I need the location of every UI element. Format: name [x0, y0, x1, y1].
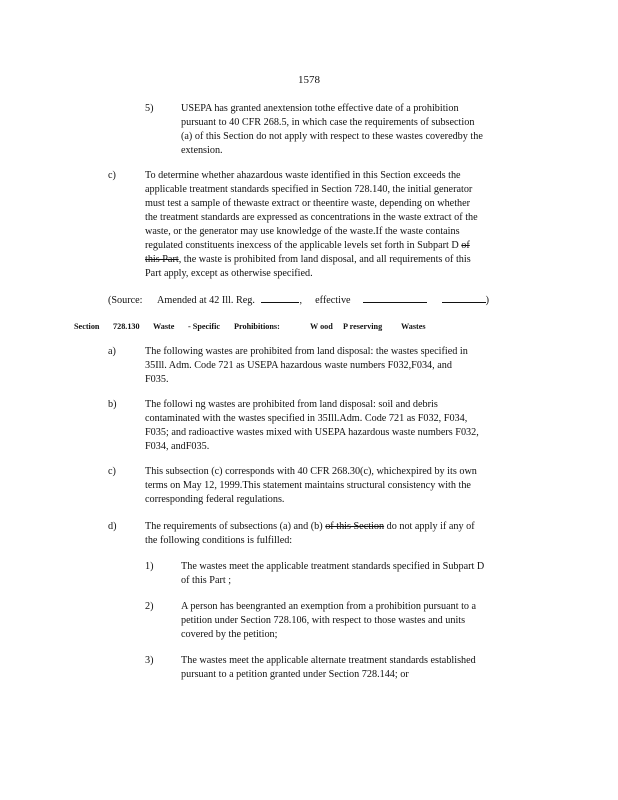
- source-amended: Amended at 42 Ill. Reg.: [157, 295, 255, 306]
- blank-line: [442, 293, 486, 303]
- text-line: pursuant to a petition granted under Section 728.144; or: [181, 669, 409, 680]
- text-line: pursuant to 40 CFR 268.5, in which case the requirements of subsection: [181, 117, 475, 128]
- text-line: covered by the petition;: [181, 629, 278, 640]
- item-c-label: c): [108, 170, 116, 181]
- text-line: waste, or the generator may use knowledge of the waste.If the waste contains: [145, 226, 460, 237]
- text-segment: do not apply if any of: [386, 521, 475, 532]
- item-5-text: [181, 102, 533, 158]
- item-b-label: b): [108, 399, 117, 410]
- item-d-label: d): [108, 521, 117, 532]
- text-line: contaminated with the wastes specified in 35Ill.Adm. Code 721 as F032, F034,: [145, 413, 468, 424]
- section-title-part: Prohibitions:: [234, 322, 280, 331]
- text-line-with-strike: [145, 520, 533, 534]
- text-line: must test a sample of thewaste extract or theentire waste, depending on whether: [145, 198, 471, 209]
- text-line: petition under Section 728.106, with respect to those wastes and units: [181, 615, 466, 626]
- item-d3-label: 3): [145, 655, 154, 666]
- text-line: F035; and radioactive wastes mixed with USEPA hazardous waste numbers F032,: [145, 427, 479, 438]
- section-title-part: W ood: [310, 322, 333, 331]
- section-title-part: - Specific: [188, 322, 221, 331]
- item-a-label: a): [108, 346, 116, 357]
- item-d1-label: 1): [145, 561, 154, 572]
- text-line: of this Part ;: [181, 575, 232, 586]
- item-a-text: [145, 345, 533, 387]
- item-d1-text: [181, 560, 533, 588]
- item-c2-label: c): [108, 466, 116, 477]
- item-d2-text: [181, 600, 533, 642]
- item-c-text: [145, 169, 533, 281]
- item-5-label: 5): [145, 103, 154, 114]
- text-line: F035.: [145, 374, 169, 385]
- blank-line: [261, 293, 299, 303]
- page-number: 1578: [298, 74, 320, 86]
- text-segment: The requirements of subsections (a) and (b): [145, 521, 323, 532]
- item-d2-label: 2): [145, 601, 154, 612]
- source-comma: ,: [299, 295, 303, 306]
- section-title-part: P reserving: [343, 322, 383, 331]
- text-line: 35Ill. Adm. Code 721 as USEPA hazardous waste numbers F032,F034, and: [145, 360, 452, 371]
- text-line: F034, andF035.: [145, 441, 210, 452]
- text-line-with-strike: [145, 253, 533, 267]
- struck-text: this Part: [145, 254, 179, 265]
- text-line: Part apply, except as otherwise specified.: [145, 268, 313, 279]
- text-line: To determine whether ahazardous waste identified in this Section exceeds the: [145, 170, 461, 181]
- blank-line: [363, 293, 427, 303]
- section-title-part: Waste: [153, 322, 175, 331]
- source-note: [108, 293, 489, 308]
- item-d3-text: [181, 654, 533, 682]
- text-line: The wastes meet the applicable treatment standards specified in Subpart D: [181, 561, 485, 572]
- source-close: ): [485, 295, 490, 306]
- text-line: A person has beengranted an exemption from a prohibition pursuant to a: [181, 601, 477, 612]
- section-number: 728.130: [113, 322, 140, 331]
- text-line: USEPA has granted anextension tothe effective date of a prohibition: [181, 103, 459, 114]
- source-effective: effective: [315, 295, 351, 306]
- text-line: applicable treatment standards specified in Section 728.140, the initial generator: [145, 184, 473, 195]
- section-word: Section: [74, 322, 100, 331]
- section-title-part: Wastes: [401, 322, 426, 331]
- text-segment: regulated constituents inexcess of the applicable levels set forth in Subpart D: [145, 240, 459, 251]
- text-line: The followi ng wastes are prohibited from land disposal: soil and debris: [145, 399, 438, 410]
- text-segment: , the waste is prohibited from land disposal, and all requirements of this: [178, 254, 471, 265]
- struck-text: of: [461, 240, 470, 251]
- text-line: extension.: [181, 145, 223, 156]
- text-line: terms on May 12, 1999.This statement maintains structural consistency with the: [145, 480, 471, 491]
- text-line: the treatment standards are expressed as concentrations in the waste extract of the: [145, 212, 478, 223]
- text-line: corresponding federal regulations.: [145, 494, 285, 505]
- text-line-with-strike: [145, 239, 533, 253]
- source-prefix: (Source:: [108, 295, 143, 306]
- item-d-text: [145, 520, 533, 548]
- text-line: This subsection (c) corresponds with 40 CFR 268.30(c), whichexpired by its own: [145, 466, 477, 477]
- struck-text: of this Section: [325, 521, 385, 532]
- text-line: (a) of this Section do not apply with respect to these wastes coveredby the: [181, 131, 483, 142]
- item-b-text: [145, 398, 533, 454]
- text-line: The following wastes are prohibited from land disposal: the wastes specified in: [145, 346, 468, 357]
- text-line: The wastes meet the applicable alternate treatment standards established: [181, 655, 476, 666]
- item-c2-text: [145, 465, 533, 507]
- text-line: the following conditions is fulfilled:: [145, 535, 293, 546]
